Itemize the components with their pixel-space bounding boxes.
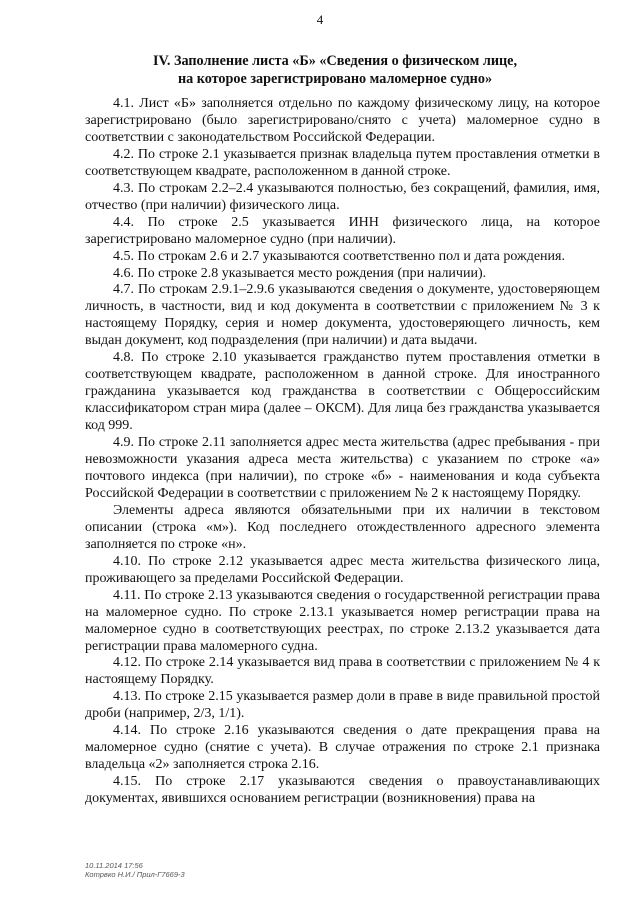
page-number: 4	[316, 12, 324, 27]
footer-file-ref: Котрвко Н.И./ Прил-Г7669-3	[85, 870, 185, 879]
paragraph-4-13: 4.13. По строке 2.15 указывается размер доли в праве в виде правильной простой дроби (например, 2/3, 1/1).	[85, 689, 600, 722]
paragraph-address-elements: Элементы адреса являются обязательными при их наличии в текстовом описании (строка «м»). Код последнего отождествленного адресного элемента заполняется по строке «н».	[85, 502, 600, 552]
paragraph-4-6: 4.6. По строке 2.8 указывается место рождения (при наличии).	[113, 265, 487, 281]
paragraph-4-7: 4.7. По строкам 2.9.1–2.9.6 указываются сведения о документе, удостоверяющем личность, в частности, вид и код документа в соответствии с приложением № 3 к настоящему Порядку, серия и номер документа, удостоверяющего личность, кем выдан документ, код подразделения (при наличии) и дата выдачи.	[85, 282, 600, 349]
paragraph-4-4: 4.4. По строке 2.5 указывается ИНН физического лица, на которое зарегистрировано маломерное судно (при наличии).	[85, 214, 600, 247]
paragraph-4-2: 4.2. По строке 2.1 указывается признак владельца путем проставления отметки в соответствующем квадрате, расположенном в данной строке.	[85, 146, 600, 179]
paragraph-4-10: 4.10. По строке 2.12 указывается адрес места жительства физического лица, проживающего за пределами Российской Федерации.	[85, 553, 600, 586]
paragraph-4-11: 4.11. По строке 2.13 указываются сведения о государственной регистрации права на маломерное судно. По строке 2.13.1 указывается номер регистрации права на маломерное судно в соответствующих реестрах, по строке 2.13.2 указывается дата регистрации права маломерного судна.	[85, 587, 600, 654]
paragraph-4-9: 4.9. По строке 2.11 заполняется адрес места жительства (адрес пребывания - при невозможности указания адреса места жительства) с указанием по строке «а» почтового индекса (при наличии), по строке «б» - наименования и кода субъекта Российской Федерации в соответствии с приложением № 2 к настоящему Порядку.	[85, 435, 600, 501]
heading-line-1: IV. Заполнение листа «Б» «Сведения о физическом лице,	[152, 53, 518, 69]
body-text	[85, 96, 600, 808]
paragraph-4-14: 4.14. По строке 2.16 указываются сведения о дате прекращения права на маломерное судно (снятие с учета). В случае отражения по строке 2.1 признака владельца «2» заполняется строка 2.16.	[85, 723, 600, 773]
paragraph-4-8: 4.8. По строке 2.10 указывается гражданство путем проставления отметки в соответствующем квадрате, расположенном в данной строке. Для иностранного гражданина указывается код гражданства в соответствии с Общероссийским классификатором стран мира (далее – ОКСМ). Для лица без гражданства указывается код 999.	[85, 350, 600, 434]
section-heading	[70, 52, 600, 88]
paragraph-4-15: 4.15. По строке 2.17 указываются сведения о правоустанавливающих документах, явившихся основанием регистрации (возникновения) права на	[85, 774, 600, 807]
heading-line-2: на которое зарегистрировано маломерное судно»	[177, 71, 493, 87]
paragraph-4-1: 4.1. Лист «Б» заполняется отдельно по каждому физическому лицу, на которое зарегистрировано (было зарегистрировано/снято с учета) маломерное судно в соответствии с законодательством Российской Федерации.	[85, 96, 600, 145]
footer-stamp	[85, 861, 185, 879]
paragraph-4-5: 4.5. По строкам 2.6 и 2.7 указываются соответственно пол и дата рождения.	[113, 248, 565, 264]
paragraph-4-12: 4.12. По строке 2.14 указывается вид права в соответствии с приложением № 4 к настоящему Порядку.	[85, 655, 600, 688]
footer-timestamp: 10.11.2014 17:56	[85, 861, 143, 870]
paragraph-4-3: 4.3. По строкам 2.2–2.4 указываются полностью, без сокращений, фамилия, имя, отчество (при наличии) физического лица.	[85, 180, 600, 213]
